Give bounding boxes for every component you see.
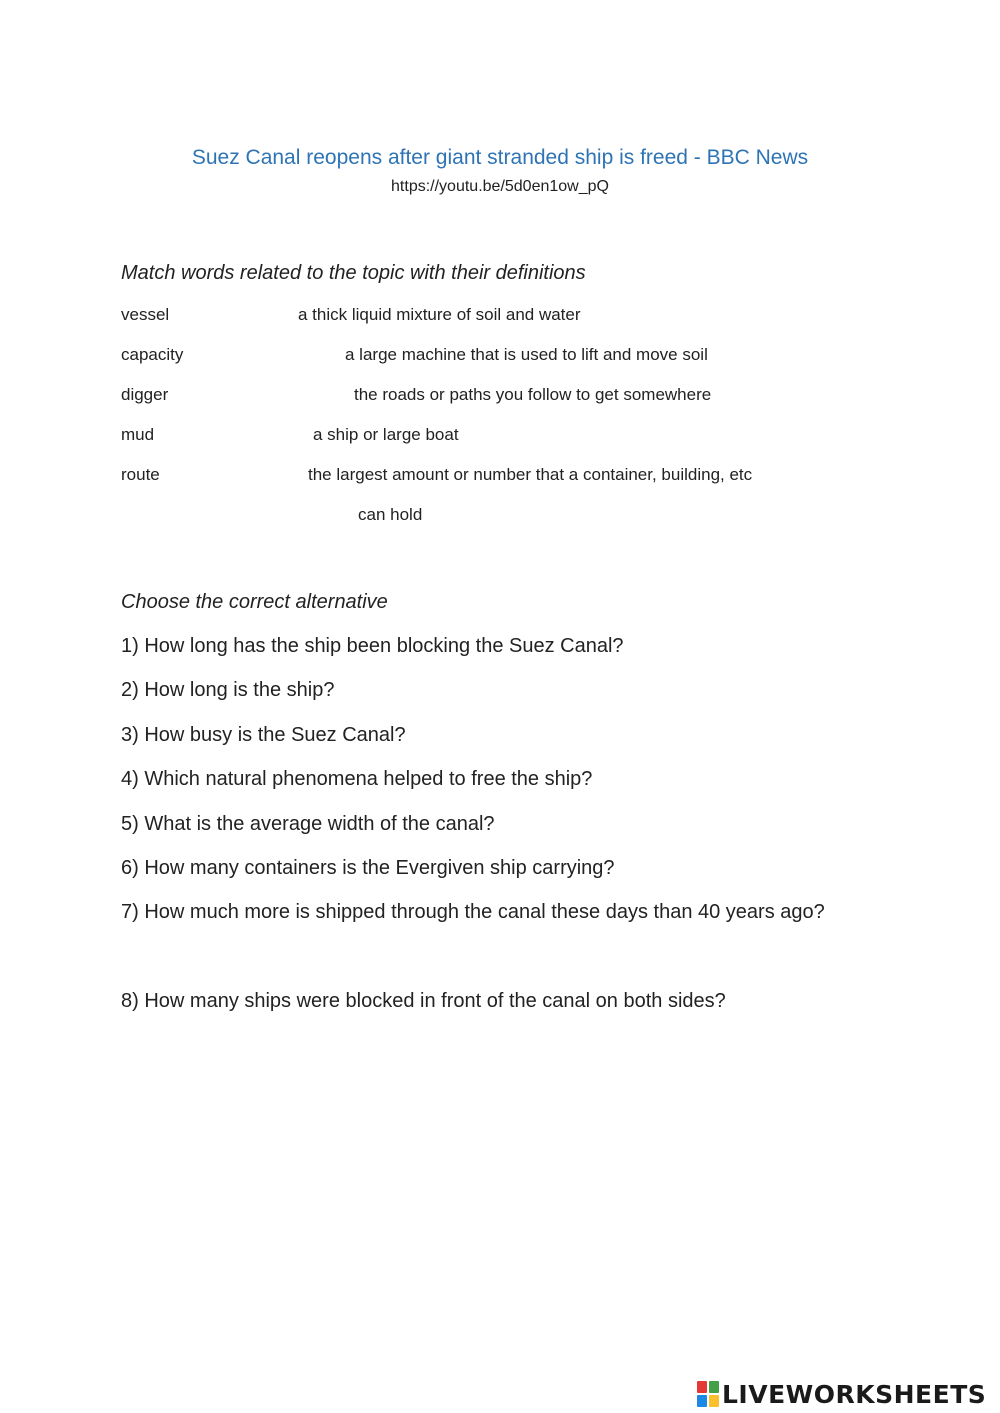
question: 7) How much more is shipped through the canal these days than 40 years ago? xyxy=(121,901,825,923)
question: 1) How long has the ship been blocking the Suez Canal? xyxy=(121,635,624,657)
match-definition: a thick liquid mixture of soil and water xyxy=(298,305,581,324)
liveworksheets-logo-text: LIVEWORKSHEETS xyxy=(722,1379,987,1409)
match-word: capacity xyxy=(121,345,184,364)
question: 4) Which natural phenomena helped to free the ship? xyxy=(121,768,593,790)
match-word: digger xyxy=(121,385,169,404)
question: 2) How long is the ship? xyxy=(121,679,335,701)
match-word: route xyxy=(121,465,160,484)
match-row xyxy=(121,384,901,406)
match-row xyxy=(121,504,901,526)
choose-section-heading: Choose the correct alternative xyxy=(121,591,388,613)
match-row xyxy=(121,424,901,446)
liveworksheets-logo xyxy=(697,1377,986,1411)
page-title: Suez Canal reopens after giant stranded ship is freed - BBC News xyxy=(191,146,809,169)
match-definition: the roads or paths you follow to get somewhere xyxy=(354,385,712,404)
match-word: vessel xyxy=(121,305,170,324)
question: 3) How busy is the Suez Canal? xyxy=(121,724,406,746)
match-row xyxy=(121,464,901,486)
match-definition: can hold xyxy=(358,505,423,524)
match-definition: a large machine that is used to lift and move soil xyxy=(345,345,708,364)
match-row xyxy=(121,344,901,366)
match-definition: a ship or large boat xyxy=(313,425,459,444)
match-word: mud xyxy=(121,425,155,444)
match-section-heading: Match words related to the topic with their definitions xyxy=(121,262,586,284)
video-link[interactable]: https://youtu.be/5d0en1ow_pQ xyxy=(391,178,609,195)
question: 6) How many containers is the Evergiven ship carrying? xyxy=(121,857,615,879)
question: 8) How many ships were blocked in front of the canal on both sides? xyxy=(121,990,726,1012)
liveworksheets-logo-icon xyxy=(697,1381,719,1407)
match-row xyxy=(121,304,901,326)
question: 5) What is the average width of the canal? xyxy=(121,813,495,835)
match-definition: the largest amount or number that a container, building, etc xyxy=(308,465,753,484)
